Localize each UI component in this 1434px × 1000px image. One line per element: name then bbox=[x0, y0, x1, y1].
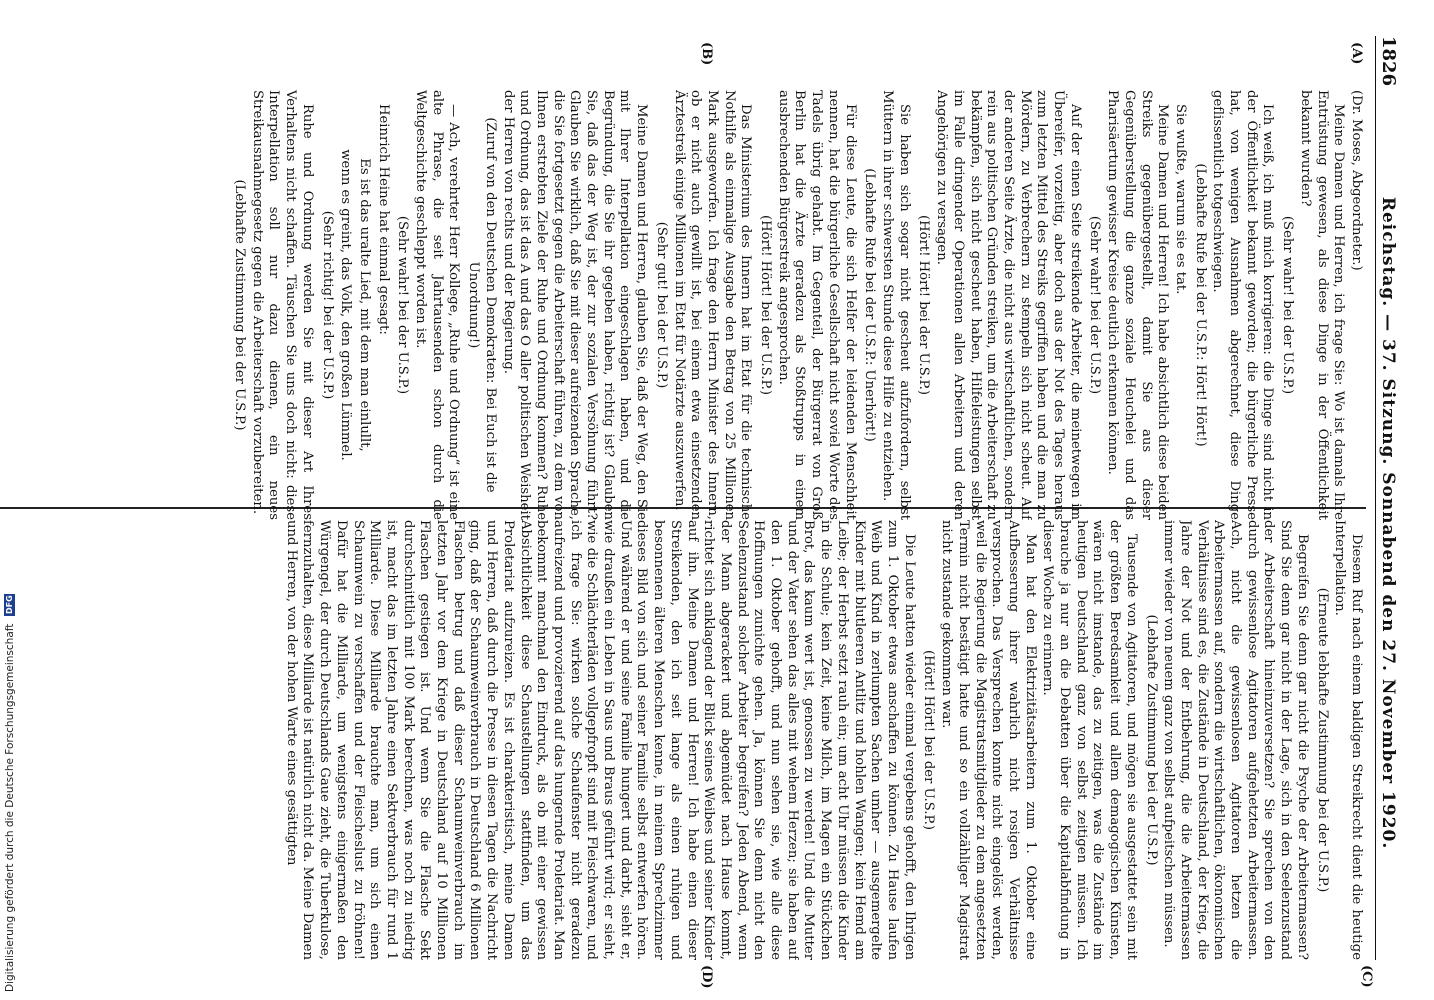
margin-marker-b: (B) bbox=[699, 42, 714, 66]
page-title: Reichstag. — 37. Sitzung. Sonnabend den 27. November 1920. bbox=[1378, 196, 1398, 850]
paragraph: Für diese Leute, die sich Helfer der leidenden Menschheit nennen, hat die bürgerliche Gesellschaft nicht soviel Worte des Tadels übrig gehabt. Im Gegenteil, der Bürgerrat von Groß Berlin hat die Ärzte geradezu als Stoßtrupps in einem ausbrechenden Bürgerstreik angesprochen. bbox=[775, 90, 858, 520]
paragraph: Heinrich Heine hat einmal gesagt: bbox=[375, 104, 391, 335]
paragraph: — Ach, verehrter Herr Kollege, „Ruhe und Ordnung“ ist eine alte Phrase, die seit Jahrtausenden schon durch die Weltgeschichte geschleppt worden ist. bbox=[413, 90, 462, 520]
interjection: (Hört! Hört! bei der U.S.P.) bbox=[916, 215, 932, 395]
paragraph: Tausende von Agitatoren, und mögen sie ausgestattet sein mit der größten Beredsamkeit und allem demagogischen Künsten, wären nicht imstande, das zu zeitigen, was die Zustände im heutigen Deutschland ganz von selbst zeitigen müssen. Ich brauche ja nur an die Debatten über die Kapitalabfindung in dieser Woche zu erinnern. bbox=[1040, 520, 1139, 960]
paragraph: Die Leute hatten wieder einmal vergebens gehofft, den Ihrigen zum 1. Oktober etwas anschaffen zu können. Zu Hause laufen Weib und Kind in zerlumpten Sachen umher — ausgemergelte Kinder mit blutleeren Antlitz und hohlen Wangen; kein Hemd am Leibe; der Herbst setzt rauh ein; um acht Uhr müssen die Kinder in die Schule; kein Zeit, keine Milch, im Magen ein Stückchen Brot, das kaum wert ist, genossen zu werden! Und die Mutter und der Vater sehen das alles mit wehem Herzen; sie haben auf den 1. Oktober gehofft, und nun sehen sie, wie alle diese Hoffnungen zunichte gehen. Ja, können Sie denn nicht den Seelenzustand solcher Arbeiter begreifen? Jeden Abend, wenn der Mann abgerackert und abgemüdet nach Hause kommt, richtet sich anklagend der Blick seines Weibes und seiner Kinder auf ihn. Meine Damen und Herren! Ich habe einen dieser Streikenden, den ich seit lange als einen ruhigen und besonnenen älteren Menschen kenne, in meinem Sprechzimmer dieses Bild von sich und seiner Familie selbst entwerfen hören. Und während er und seine Familie hungert und darbt, sieht er, wie draußen ein Leben in Saus und Braus geführt wird; er sieht, wie die Schlächterläden vollgepfropft sind mit Fleischwaren, und ich frage Sie: wirken solche Schaufenster nicht geradezu aufreizend und provozierend auf das hungernde Proletariat. Man bekommt manchmal den Eindruck, als ob mit einer gewissen Absichtlichkeit diese Schaustellungen stattfinden, um das Proletariat aufzureizen. Es ist charakteristisch, meine Damen und Herren, daß durch die Presse in diesen Tagen die Nachricht ging, daß der Schaumweinverbrauch in Deutschland 6 Millionen Flaschen betrug und daß dieser Schaumweinverbrauch im letzten Jahr vor dem Kriege in Deutschland auf 10 Millionen Flaschen gestiegen ist. Und wenn Sie die Flasche Sekt durchschnittlich mit 100 Mark berechnen, was noch zu niedrig ist, macht das im letzten Jahre einen Sektverbrauch für rund 1 Milliarde. Diese Milliarde brauchte man, um sich einen Schaumwein zu verschaffen und der Fleischeslust zu fröhnen! Dafür hat die Milliarde, um wenigstens einigermaßen den Würgengel, der durch Deutschlands Gaue zieht, die Tuberkulose, fernzuhalten, diese Milliarde ist natürlich nicht da. Meine Damen und Herren, von der hohen Warte eines gesättigten bbox=[283, 520, 917, 960]
paragraph: Ruhe und Ordnung werden Sie mit dieser Art Ihres Verhaltens nicht schaffen. Täuschen Sie uns doch nicht: diese Interpellation soll nur dazu dienen, ein neues Streikausnahmegesetz gegen die Arbeiterschaft vorzubereiten. bbox=[249, 90, 315, 520]
verse-line: wenn es greint, das Volk, den großen Lümmel. bbox=[338, 149, 354, 461]
interjection: (Zuruf von den Deutschen Demokraten: Bei Euch ist die Unordnung!) bbox=[466, 117, 498, 493]
interjection: (Sehr wahr! bei der U.S.P.) bbox=[395, 215, 411, 395]
paragraph: Meine Damen und Herren, ich frage Sie: Wo ist damals Ihre Entrüstung gewesen, als diese Dinge in der Öffentlichkeit bekannt wurden? bbox=[1297, 90, 1347, 520]
left-column bbox=[20, 90, 1364, 520]
paragraph: Man hat den Elektrizitätsarbeitern zum 1. Oktober eine Aufbesserung ihrer wahrlich nicht rosigen Verhältnisse versprochen. Das Versprechen konnte nicht eingelöst werden, weil die Regierung die Magistratsmitglieder zu dem angesetzten Termin nicht bestätigt hatte und so ein vollzähliger Magistrat nicht zustande gekommen war. bbox=[939, 520, 1038, 960]
dfg-logo: DFG bbox=[5, 595, 14, 615]
interjection: (Sehr richtig! bei der U.S.P.) bbox=[319, 210, 335, 400]
page-header bbox=[1375, 36, 1400, 960]
paragraph: Meine Damen und Herren! Ich habe absichtlich diese beiden Streiks gegenübergestellt, damit Sie aus dieser Gegenüberstellung die ganze soziale Heuchelei und das Pharisäertum gewisser Kreise deutlich erkennen können. bbox=[1105, 90, 1171, 520]
paragraph: Meine Damen und Herren, glauben Sie, daß der Weg, den Sie mit Ihrer Interpellation eingeschlagen haben, und die Begründung, die Sie ihr gegeben haben, richtig ist? Glauben Sie, daß das der Weg ist, der zur sozialen Versöhnung führt? Glauben Sie wirklich, daß Sie mit dieser aufreizenden Sprache, die Sie fortgesetzt gegen die Arbeiterschaft führen, zu dem von Ihnen erstrebten Ziele der Ruhe und Ordnung kommen? Ruhe und Ordnung, das ist das A und das O aller politischen Weisheit der Herren von rechts und der Regierung. bbox=[500, 90, 650, 520]
speaker-line: (Dr. Moses, Abgeordneter.) bbox=[1349, 90, 1364, 271]
margin-marker-a: (A) bbox=[1349, 42, 1364, 65]
margin-marker-c: (C) bbox=[1359, 965, 1374, 988]
digitization-credit bbox=[4, 0, 22, 992]
paragraph: Begreifen Sie denn gar nicht die Psyche der Arbeitermassen? Sind Sie denn gar nicht in der Lage, sich in den Seelenzustand der Arbeiterschaft hineinzuversetzen? Sie sprechen von den durch gewissenlose Agitatoren aufgehetzten Arbeitermassen. Ach, nicht die gewissenlosen Agitatoren hetzen die Arbeitermassen auf, sondern die wirtschaftlichen, ökonomischen Verhältnisse sind es, die Zustände in Deutschland, der Krieg, die Jahre der Not und der Entbehrung, die die Arbeitermassen immer wieder von neuem ganz von selbst aufpeitschen müssen. bbox=[1161, 520, 1310, 960]
paragraph: Auf der einen Seite streikende Arbeiter, die meinetwegen im Übereifer, vorzeitig, aber doch aus der Not des Tages heraus zum letzten Mittel des Streiks gegriffen haben und die man zu Mördern, zu Verbrechern zu stempeln sich nicht scheut. Auf der anderen Seite Ärzte, die nicht aus wirtschaftlichen, sondern rein aus politischen Gründen streiken, um die Arbeiterschaft zu bekämpfen, sich nicht gescheut haben, Hilfeleistungen selbst im Falle dringender Operationen allen Arbeitern und deren Angehörigen zu versagen. bbox=[934, 90, 1083, 520]
paragraph: Diesem Ruf nach einem baldigen Streikrecht dient die heutige Interpellation. bbox=[1332, 520, 1364, 960]
margin-marker-d: (D) bbox=[699, 965, 714, 989]
paragraph: Sie wußte, warum sie es tat. bbox=[1172, 104, 1188, 295]
paragraph: Ich weiß, ich muß mich korrigieren: die Dinge sind nicht in der Öffentlichkeit bekannt geworden; die bürgerliche Presse hat, von wenigen Ausnahmen abgerechnet, diese Dinge geflissentlich totgeschwiegen. bbox=[1210, 90, 1276, 520]
interjection: (Lebhafte Rufe bei der U.S.P.: Hört! Hört!) bbox=[1192, 163, 1208, 447]
interjection: (Sehr gut! bei der U.S.P.) bbox=[653, 221, 669, 389]
credit-text: Digitalisierung gefördert durch die Deutsche Forschungsgemeinschaft bbox=[4, 623, 16, 992]
interjection: (Hört! Hört! bei der U.S.P.) bbox=[921, 650, 937, 830]
interjection: (Lebhafte Zustimmung bei der U.S.P.) bbox=[232, 179, 247, 431]
interjection: (Sehr wahr! bei der U.S.P.) bbox=[1087, 215, 1103, 395]
verse-line: Es ist das uralte Lied, mit dem man einlullt, bbox=[356, 158, 372, 452]
interjection: (Lebhafte Zustimmung bei der U.S.P.) bbox=[1143, 614, 1159, 866]
interjection: (Hört! Hört! bei der U.S.P.) bbox=[758, 215, 774, 395]
paragraph: Sie haben sich sogar nicht gescheut aufzufordern, selbst Müttern in ihrer schwersten Stunde diese Hilfe zu entziehen. bbox=[880, 90, 912, 520]
paragraph: Das Ministerium des Innern hat im Etat für die technische Nothilfe als einmalige Ausgabe den Betrag von 25 Millionen Mark ausgeworfen. Ich frage den Herrn Minister des Innern, ob er nicht auch gewillt ist, bei einem etwa einsetzenden Ärztestreik einige Millionen im Etat für Notärzte auszuwerfen. bbox=[671, 90, 754, 520]
interjection: (Lebhafte Rufe bei der U.S.P.: Unerhört!) bbox=[862, 168, 878, 442]
interjection: (Sehr wahr! bei der U.S.P.) bbox=[1280, 215, 1296, 395]
page-number: 1826 bbox=[1378, 36, 1399, 87]
interjection: (Erneute lebhafte Zustimmung bei der U.S.P.) bbox=[1314, 587, 1330, 893]
right-column bbox=[20, 520, 1364, 960]
